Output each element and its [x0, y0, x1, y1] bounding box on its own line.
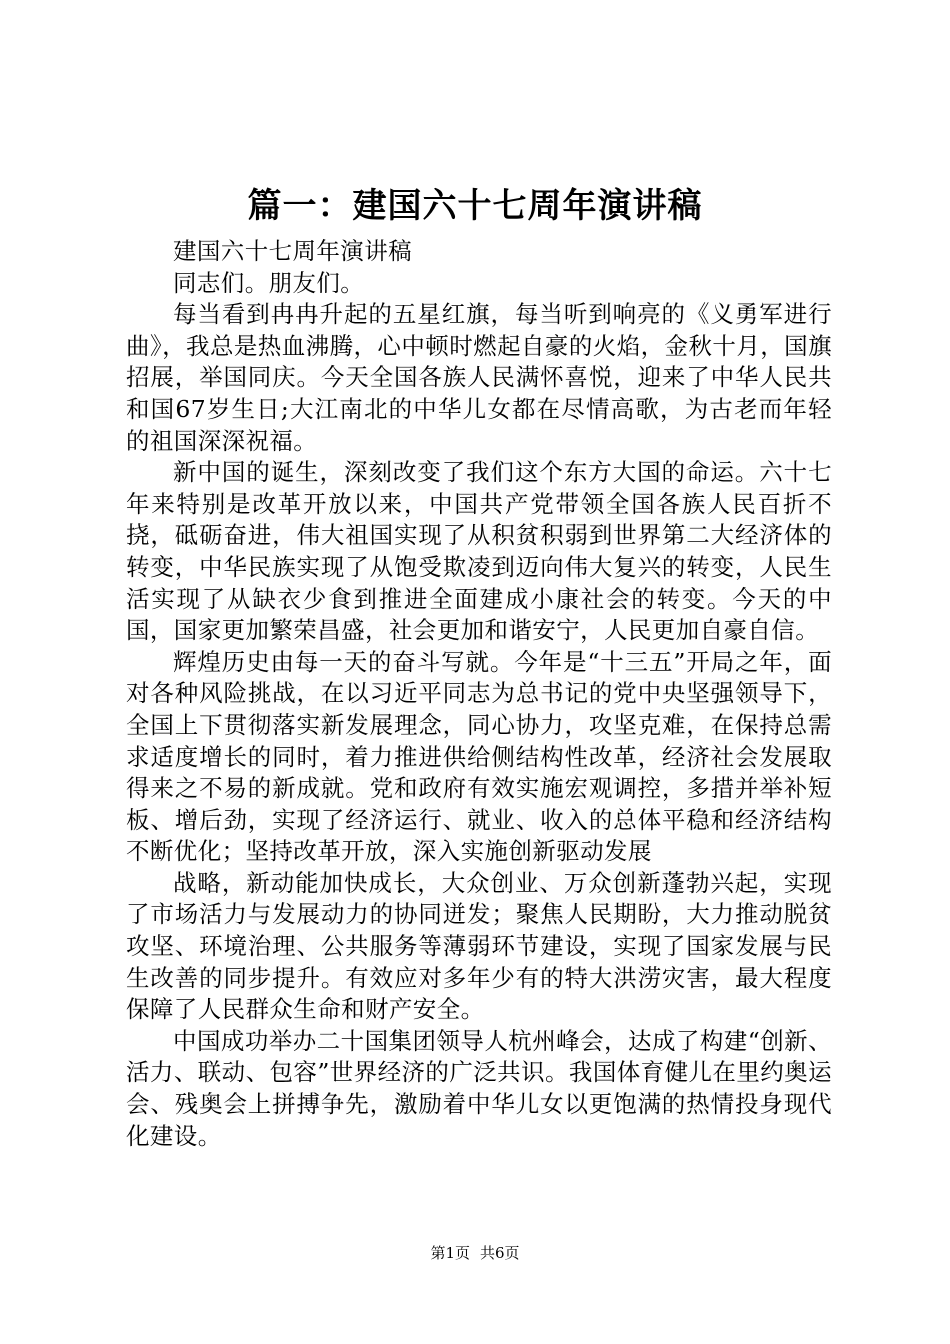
paragraph-1: 每当看到冉冉升起的五星红旗，每当听到响亮的《义勇军进行曲》，我总是热血沸腾，心中顿时燃起自豪的火焰，金秋十月，国旗招展，举国同庆。今天全国各族人民满怀喜悦，迎来了中华人民共和国67岁生日;大江南北的中华儿女都在尽情高歌，为古老而年轻的祖国深深祝福。	[126, 300, 832, 455]
paragraph-4: 战略，新动能加快成长，大众创业、万众创新蓬勃兴起，实现了市场活力与发展动力的协同迸发；聚焦人民期盼，大力推动脱贫攻坚、环境治理、公共服务等薄弱环节建设，实现了国家发展与民生改善的同步提升。有效应对多年少有的特大洪涝灾害，最大程度保障了人民群众生命和财产安全。	[126, 868, 832, 1024]
paragraph-5: 中国成功举办二十国集团领导人杭州峰会，达成了构建“创新、活力、联动、包容”世界经济的广泛共识。我国体育健儿在里约奥运会、残奥会上拼搏争先，激励着中华儿女以更饱满的热情投身现代化建设。	[126, 1026, 832, 1150]
page-footer	[0, 1243, 950, 1263]
document-title: 篇一：建国六十七周年演讲稿	[247, 186, 703, 226]
page-number-total: 共6页	[480, 1244, 520, 1262]
paragraph-3: 辉煌历史由每一天的奋斗写就。今年是“十三五”开局之年，面对各种风险挑战，在以习近平同志为总书记的党中央坚强领导下，全国上下贯彻落实新发展理念，同心协力，攻坚克难，在保持总需求适度增长的同时，着力推进供给侧结构性改革，经济社会发展取得来之不易的新成就。党和政府有效实施宏观调控，多措并举补短板、增后劲，实现了经济运行、就业、收入的总体平稳和经济结构不断优化；坚持改革开放，深入实施创新驱动发展	[126, 647, 832, 866]
paragraph-subtitle: 建国六十七周年演讲稿	[173, 237, 412, 265]
page-number-current: 第1页	[430, 1244, 470, 1262]
document-body	[126, 236, 832, 1152]
paragraph-greeting: 同志们。朋友们。	[173, 268, 365, 297]
paragraph-2: 新中国的诞生，深刻改变了我们这个东方大国的命运。六十七年来特别是改革开放以来，中国共产党带领全国各族人民百折不挠，砥砺奋进，伟大祖国实现了从积贫积弱到世界第二大经济体的转变，中华民族实现了从饱受欺凌到迈向伟大复兴的转变，人民生活实现了从缺衣少食到推进全面建成小康社会的转变。今天的中国，国家更加繁荣昌盛，社会更加和谐安宁，人民更加自豪自信。	[126, 458, 832, 645]
